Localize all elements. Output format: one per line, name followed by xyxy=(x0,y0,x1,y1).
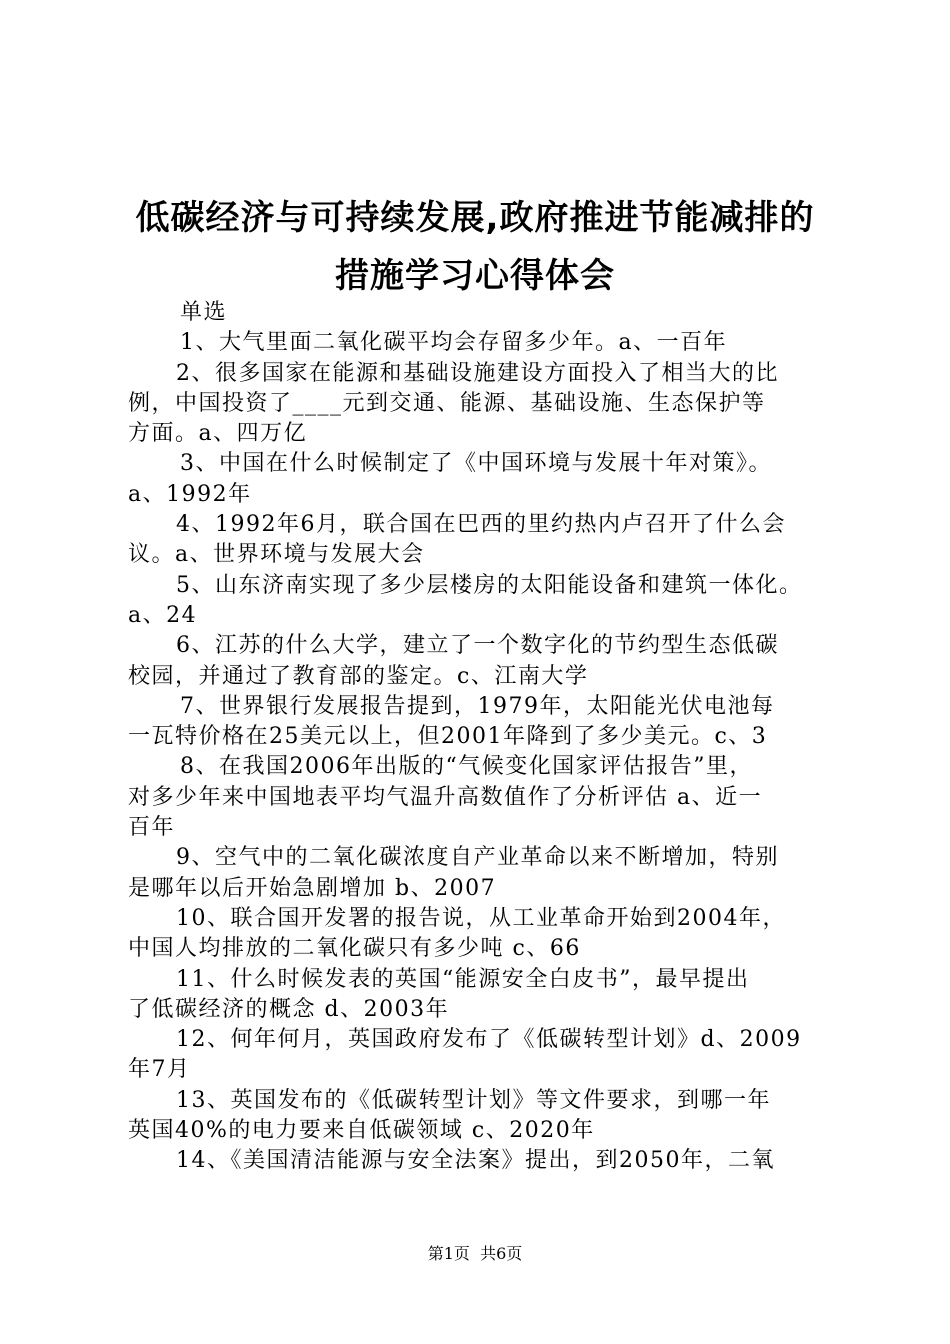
question-line: 方面。a、四万亿 xyxy=(128,421,308,447)
document-body xyxy=(128,298,848,1177)
question-line: 12、何年何月，英国政府发布了《低碳转型计划》d、2009 xyxy=(176,1027,802,1053)
question-line: 2、很多国家在能源和基础设施建设方面投入了相当大的比 xyxy=(176,360,779,386)
question-line: 7、世界银行发展报告提到，1979年，太阳能光伏电池每 xyxy=(180,693,775,719)
question-line: 中国人均排放的二氧化碳只有多少吨 c、66 xyxy=(128,936,581,962)
question-line: 百年 xyxy=(128,815,176,841)
question-line: 5、山东济南实现了多少层楼房的太阳能设备和建筑一体化。 xyxy=(176,572,803,598)
question-line: 对多少年来中国地表平均气温升高数值作了分析评估 a、近一 xyxy=(128,784,763,810)
question-line: 4、1992年6月，联合国在巴西的里约热内卢召开了什么会 xyxy=(176,512,786,538)
page-footer: 第1页 共6页 xyxy=(427,1244,523,1263)
question-line: 3、中国在什么时候制定了《中国环境与发展十年对策》。 xyxy=(180,451,772,477)
question-line: 10、联合国开发署的报告说，从工业革命开始到2004年， xyxy=(176,905,786,931)
question-line: a、1992年 xyxy=(128,481,252,507)
question-line: a、24 xyxy=(128,602,198,628)
question-line: 年7月 xyxy=(128,1057,191,1083)
question-line: 9、空气中的二氧化碳浓度自产业革命以来不断增加，特别 xyxy=(176,845,779,871)
question-line: 13、英国发布的《低碳转型计划》等文件要求，到哪一年 xyxy=(176,1087,771,1113)
question-line: 6、江苏的什么大学，建立了一个数字化的节约型生态低碳 xyxy=(176,633,779,659)
question-line: 校园，并通过了教育部的鉴定。c、江南大学 xyxy=(128,663,589,689)
question-line: 英国40%的电力要来自低碳领域 c、2020年 xyxy=(128,1118,595,1144)
question-line: 例，中国投资了____元到交通、能源、基础设施、生态保护等 xyxy=(128,390,766,416)
question-line: 是哪年以后开始急剧增加 b、2007 xyxy=(128,875,497,901)
question-line: 议。a、世界环境与发展大会 xyxy=(128,542,425,568)
document-title-line-2: 措施学习心得体会 xyxy=(335,256,615,296)
question-line: 8、在我国2006年出版的“气候变化国家评估报告”里， xyxy=(180,754,753,780)
question-line: 了低碳经济的概念 d、2003年 xyxy=(128,996,450,1022)
question-line: 11、什么时候发表的英国“能源安全白皮书”，最早提出 xyxy=(176,966,750,992)
section-label: 单选 xyxy=(180,300,228,325)
question-line: 1、大气里面二氧化碳平均会存留多少年。a、一百年 xyxy=(180,330,728,356)
question-line: 一瓦特价格在25美元以上，但2001年降到了多少美元。c、3 xyxy=(128,724,768,750)
document-title-line-1: 低碳经济与可持续发展,政府推进节能减排的 xyxy=(135,198,815,238)
question-line: 14、《美国清洁能源与安全法案》提出，到2050年，二氧 xyxy=(176,1148,775,1174)
